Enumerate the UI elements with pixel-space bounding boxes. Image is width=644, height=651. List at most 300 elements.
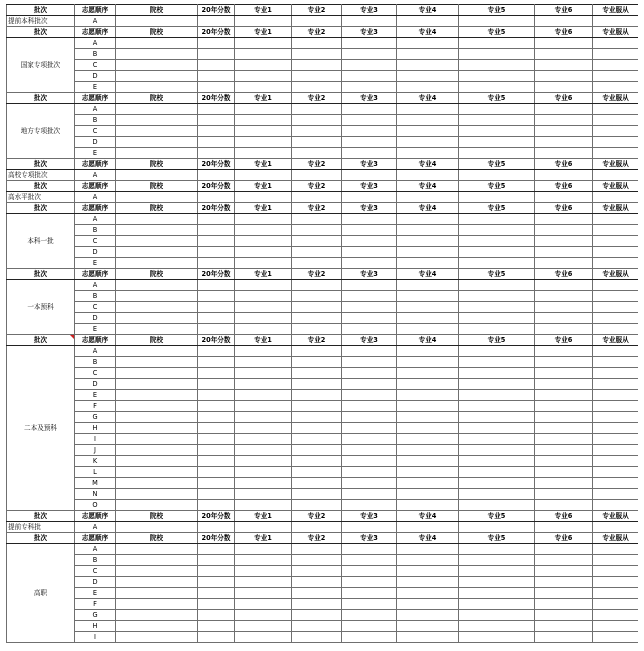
empty-cell[interactable] [116, 214, 198, 225]
empty-cell[interactable] [116, 346, 198, 357]
empty-cell[interactable] [235, 379, 292, 390]
empty-cell[interactable] [593, 104, 639, 115]
empty-cell[interactable] [342, 390, 397, 401]
empty-cell[interactable] [292, 49, 342, 60]
empty-cell[interactable] [116, 225, 198, 236]
empty-cell[interactable] [116, 522, 198, 533]
empty-cell[interactable] [593, 610, 639, 621]
empty-cell[interactable] [235, 346, 292, 357]
empty-cell[interactable] [235, 126, 292, 137]
empty-cell[interactable] [198, 577, 235, 588]
empty-cell[interactable] [535, 401, 593, 412]
empty-cell[interactable] [535, 137, 593, 148]
empty-cell[interactable] [535, 555, 593, 566]
empty-cell[interactable] [116, 555, 198, 566]
empty-cell[interactable] [292, 621, 342, 632]
empty-cell[interactable] [116, 82, 198, 93]
empty-cell[interactable] [342, 115, 397, 126]
empty-cell[interactable] [116, 544, 198, 555]
empty-cell[interactable] [292, 291, 342, 302]
empty-cell[interactable] [397, 247, 459, 258]
empty-cell[interactable] [397, 434, 459, 445]
empty-cell[interactable] [535, 423, 593, 434]
empty-cell[interactable] [593, 368, 639, 379]
empty-cell[interactable] [397, 357, 459, 368]
empty-cell[interactable] [459, 214, 535, 225]
empty-cell[interactable] [535, 368, 593, 379]
empty-cell[interactable] [459, 478, 535, 489]
empty-cell[interactable] [459, 236, 535, 247]
empty-cell[interactable] [397, 225, 459, 236]
empty-cell[interactable] [235, 544, 292, 555]
empty-cell[interactable] [593, 71, 639, 82]
empty-cell[interactable] [459, 599, 535, 610]
empty-cell[interactable] [292, 412, 342, 423]
empty-cell[interactable] [116, 478, 198, 489]
empty-cell[interactable] [459, 49, 535, 60]
empty-cell[interactable] [459, 170, 535, 181]
empty-cell[interactable] [198, 445, 235, 456]
empty-cell[interactable] [292, 632, 342, 643]
empty-cell[interactable] [116, 258, 198, 269]
empty-cell[interactable] [198, 390, 235, 401]
empty-cell[interactable] [459, 192, 535, 203]
empty-cell[interactable] [116, 236, 198, 247]
empty-cell[interactable] [342, 104, 397, 115]
empty-cell[interactable] [459, 71, 535, 82]
empty-cell[interactable] [593, 280, 639, 291]
empty-cell[interactable] [342, 357, 397, 368]
empty-cell[interactable] [198, 313, 235, 324]
empty-cell[interactable] [593, 456, 639, 467]
empty-cell[interactable] [198, 500, 235, 511]
empty-cell[interactable] [235, 390, 292, 401]
empty-cell[interactable] [292, 577, 342, 588]
empty-cell[interactable] [235, 500, 292, 511]
empty-cell[interactable] [593, 423, 639, 434]
empty-cell[interactable] [459, 467, 535, 478]
empty-cell[interactable] [593, 621, 639, 632]
empty-cell[interactable] [535, 522, 593, 533]
empty-cell[interactable] [235, 401, 292, 412]
empty-cell[interactable] [116, 632, 198, 643]
empty-cell[interactable] [593, 313, 639, 324]
empty-cell[interactable] [593, 500, 639, 511]
empty-cell[interactable] [116, 60, 198, 71]
empty-cell[interactable] [292, 467, 342, 478]
empty-cell[interactable] [342, 302, 397, 313]
empty-cell[interactable] [459, 291, 535, 302]
empty-cell[interactable] [397, 148, 459, 159]
empty-cell[interactable] [535, 544, 593, 555]
empty-cell[interactable] [292, 302, 342, 313]
empty-cell[interactable] [593, 357, 639, 368]
empty-cell[interactable] [292, 324, 342, 335]
empty-cell[interactable] [535, 192, 593, 203]
empty-cell[interactable] [235, 522, 292, 533]
empty-cell[interactable] [342, 555, 397, 566]
empty-cell[interactable] [116, 247, 198, 258]
empty-cell[interactable] [397, 555, 459, 566]
empty-cell[interactable] [116, 500, 198, 511]
empty-cell[interactable] [292, 60, 342, 71]
empty-cell[interactable] [397, 280, 459, 291]
empty-cell[interactable] [342, 588, 397, 599]
empty-cell[interactable] [342, 60, 397, 71]
empty-cell[interactable] [235, 368, 292, 379]
empty-cell[interactable] [235, 412, 292, 423]
empty-cell[interactable] [342, 500, 397, 511]
empty-cell[interactable] [198, 71, 235, 82]
empty-cell[interactable] [593, 225, 639, 236]
empty-cell[interactable] [235, 467, 292, 478]
empty-cell[interactable] [397, 16, 459, 27]
empty-cell[interactable] [292, 126, 342, 137]
empty-cell[interactable] [459, 445, 535, 456]
empty-cell[interactable] [198, 610, 235, 621]
empty-cell[interactable] [342, 445, 397, 456]
empty-cell[interactable] [292, 82, 342, 93]
empty-cell[interactable] [342, 379, 397, 390]
empty-cell[interactable] [116, 280, 198, 291]
empty-cell[interactable] [535, 49, 593, 60]
empty-cell[interactable] [593, 478, 639, 489]
empty-cell[interactable] [235, 236, 292, 247]
empty-cell[interactable] [459, 610, 535, 621]
empty-cell[interactable] [292, 357, 342, 368]
empty-cell[interactable] [459, 313, 535, 324]
empty-cell[interactable] [535, 16, 593, 27]
empty-cell[interactable] [116, 137, 198, 148]
empty-cell[interactable] [235, 577, 292, 588]
empty-cell[interactable] [342, 522, 397, 533]
empty-cell[interactable] [397, 313, 459, 324]
empty-cell[interactable] [397, 104, 459, 115]
empty-cell[interactable] [397, 588, 459, 599]
empty-cell[interactable] [593, 599, 639, 610]
empty-cell[interactable] [535, 577, 593, 588]
empty-cell[interactable] [342, 401, 397, 412]
empty-cell[interactable] [342, 610, 397, 621]
empty-cell[interactable] [342, 368, 397, 379]
empty-cell[interactable] [535, 82, 593, 93]
empty-cell[interactable] [535, 467, 593, 478]
empty-cell[interactable] [459, 247, 535, 258]
empty-cell[interactable] [397, 379, 459, 390]
empty-cell[interactable] [342, 148, 397, 159]
empty-cell[interactable] [198, 467, 235, 478]
empty-cell[interactable] [198, 489, 235, 500]
empty-cell[interactable] [593, 170, 639, 181]
empty-cell[interactable] [342, 544, 397, 555]
empty-cell[interactable] [198, 368, 235, 379]
empty-cell[interactable] [235, 214, 292, 225]
empty-cell[interactable] [198, 599, 235, 610]
empty-cell[interactable] [397, 170, 459, 181]
empty-cell[interactable] [459, 368, 535, 379]
empty-cell[interactable] [116, 115, 198, 126]
empty-cell[interactable] [593, 632, 639, 643]
empty-cell[interactable] [342, 456, 397, 467]
empty-cell[interactable] [397, 566, 459, 577]
empty-cell[interactable] [397, 390, 459, 401]
empty-cell[interactable] [535, 115, 593, 126]
empty-cell[interactable] [292, 500, 342, 511]
empty-cell[interactable] [342, 236, 397, 247]
empty-cell[interactable] [198, 104, 235, 115]
empty-cell[interactable] [292, 280, 342, 291]
empty-cell[interactable] [292, 170, 342, 181]
empty-cell[interactable] [235, 247, 292, 258]
empty-cell[interactable] [292, 566, 342, 577]
empty-cell[interactable] [292, 214, 342, 225]
empty-cell[interactable] [235, 71, 292, 82]
empty-cell[interactable] [292, 401, 342, 412]
empty-cell[interactable] [342, 126, 397, 137]
empty-cell[interactable] [116, 313, 198, 324]
empty-cell[interactable] [198, 170, 235, 181]
empty-cell[interactable] [397, 489, 459, 500]
empty-cell[interactable] [116, 302, 198, 313]
empty-cell[interactable] [593, 346, 639, 357]
empty-cell[interactable] [342, 467, 397, 478]
empty-cell[interactable] [397, 423, 459, 434]
empty-cell[interactable] [235, 357, 292, 368]
empty-cell[interactable] [397, 401, 459, 412]
empty-cell[interactable] [397, 126, 459, 137]
empty-cell[interactable] [593, 445, 639, 456]
empty-cell[interactable] [535, 313, 593, 324]
empty-cell[interactable] [535, 379, 593, 390]
empty-cell[interactable] [116, 390, 198, 401]
empty-cell[interactable] [593, 115, 639, 126]
empty-cell[interactable] [116, 588, 198, 599]
empty-cell[interactable] [292, 445, 342, 456]
empty-cell[interactable] [342, 434, 397, 445]
empty-cell[interactable] [535, 599, 593, 610]
empty-cell[interactable] [342, 247, 397, 258]
empty-cell[interactable] [535, 302, 593, 313]
empty-cell[interactable] [535, 126, 593, 137]
empty-cell[interactable] [292, 104, 342, 115]
empty-cell[interactable] [292, 71, 342, 82]
empty-cell[interactable] [235, 632, 292, 643]
empty-cell[interactable] [535, 38, 593, 49]
empty-cell[interactable] [198, 258, 235, 269]
empty-cell[interactable] [397, 632, 459, 643]
empty-cell[interactable] [116, 599, 198, 610]
empty-cell[interactable] [535, 104, 593, 115]
empty-cell[interactable] [535, 478, 593, 489]
empty-cell[interactable] [292, 38, 342, 49]
empty-cell[interactable] [198, 247, 235, 258]
empty-cell[interactable] [342, 82, 397, 93]
empty-cell[interactable] [459, 621, 535, 632]
empty-cell[interactable] [535, 291, 593, 302]
empty-cell[interactable] [116, 38, 198, 49]
empty-cell[interactable] [593, 126, 639, 137]
empty-cell[interactable] [459, 566, 535, 577]
empty-cell[interactable] [116, 467, 198, 478]
empty-cell[interactable] [292, 522, 342, 533]
empty-cell[interactable] [292, 16, 342, 27]
empty-cell[interactable] [116, 456, 198, 467]
empty-cell[interactable] [116, 148, 198, 159]
empty-cell[interactable] [198, 192, 235, 203]
empty-cell[interactable] [593, 522, 639, 533]
empty-cell[interactable] [292, 258, 342, 269]
empty-cell[interactable] [235, 192, 292, 203]
empty-cell[interactable] [116, 324, 198, 335]
empty-cell[interactable] [198, 291, 235, 302]
empty-cell[interactable] [397, 214, 459, 225]
empty-cell[interactable] [235, 566, 292, 577]
empty-cell[interactable] [459, 16, 535, 27]
empty-cell[interactable] [235, 610, 292, 621]
empty-cell[interactable] [342, 214, 397, 225]
empty-cell[interactable] [116, 71, 198, 82]
empty-cell[interactable] [198, 16, 235, 27]
empty-cell[interactable] [342, 170, 397, 181]
empty-cell[interactable] [342, 566, 397, 577]
empty-cell[interactable] [535, 170, 593, 181]
empty-cell[interactable] [459, 280, 535, 291]
empty-cell[interactable] [459, 60, 535, 71]
empty-cell[interactable] [593, 467, 639, 478]
empty-cell[interactable] [235, 115, 292, 126]
empty-cell[interactable] [235, 456, 292, 467]
empty-cell[interactable] [235, 434, 292, 445]
empty-cell[interactable] [292, 555, 342, 566]
empty-cell[interactable] [116, 423, 198, 434]
empty-cell[interactable] [235, 49, 292, 60]
empty-cell[interactable] [459, 522, 535, 533]
empty-cell[interactable] [235, 588, 292, 599]
empty-cell[interactable] [198, 632, 235, 643]
empty-cell[interactable] [198, 621, 235, 632]
empty-cell[interactable] [235, 170, 292, 181]
empty-cell[interactable] [535, 60, 593, 71]
empty-cell[interactable] [235, 445, 292, 456]
empty-cell[interactable] [535, 434, 593, 445]
empty-cell[interactable] [459, 82, 535, 93]
empty-cell[interactable] [198, 478, 235, 489]
empty-cell[interactable] [116, 489, 198, 500]
empty-cell[interactable] [235, 489, 292, 500]
empty-cell[interactable] [593, 137, 639, 148]
empty-cell[interactable] [593, 434, 639, 445]
empty-cell[interactable] [292, 368, 342, 379]
empty-cell[interactable] [593, 236, 639, 247]
empty-cell[interactable] [535, 588, 593, 599]
empty-cell[interactable] [235, 313, 292, 324]
empty-cell[interactable] [535, 346, 593, 357]
empty-cell[interactable] [342, 489, 397, 500]
empty-cell[interactable] [397, 192, 459, 203]
empty-cell[interactable] [342, 621, 397, 632]
empty-cell[interactable] [535, 610, 593, 621]
empty-cell[interactable] [593, 577, 639, 588]
empty-cell[interactable] [535, 247, 593, 258]
empty-cell[interactable] [459, 357, 535, 368]
empty-cell[interactable] [535, 632, 593, 643]
empty-cell[interactable] [235, 555, 292, 566]
empty-cell[interactable] [235, 423, 292, 434]
empty-cell[interactable] [593, 192, 639, 203]
empty-cell[interactable] [459, 148, 535, 159]
empty-cell[interactable] [593, 258, 639, 269]
empty-cell[interactable] [535, 258, 593, 269]
empty-cell[interactable] [198, 214, 235, 225]
empty-cell[interactable] [116, 357, 198, 368]
empty-cell[interactable] [235, 16, 292, 27]
empty-cell[interactable] [342, 632, 397, 643]
empty-cell[interactable] [397, 621, 459, 632]
empty-cell[interactable] [198, 346, 235, 357]
empty-cell[interactable] [593, 379, 639, 390]
empty-cell[interactable] [459, 104, 535, 115]
empty-cell[interactable] [397, 577, 459, 588]
empty-cell[interactable] [397, 599, 459, 610]
empty-cell[interactable] [292, 192, 342, 203]
empty-cell[interactable] [342, 258, 397, 269]
empty-cell[interactable] [535, 412, 593, 423]
empty-cell[interactable] [235, 621, 292, 632]
empty-cell[interactable] [116, 192, 198, 203]
empty-cell[interactable] [198, 379, 235, 390]
empty-cell[interactable] [459, 302, 535, 313]
empty-cell[interactable] [397, 456, 459, 467]
empty-cell[interactable] [397, 500, 459, 511]
empty-cell[interactable] [235, 324, 292, 335]
empty-cell[interactable] [397, 522, 459, 533]
empty-cell[interactable] [397, 478, 459, 489]
empty-cell[interactable] [235, 38, 292, 49]
empty-cell[interactable] [198, 82, 235, 93]
empty-cell[interactable] [198, 236, 235, 247]
empty-cell[interactable] [397, 291, 459, 302]
empty-cell[interactable] [342, 346, 397, 357]
empty-cell[interactable] [397, 49, 459, 60]
empty-cell[interactable] [198, 225, 235, 236]
empty-cell[interactable] [459, 390, 535, 401]
empty-cell[interactable] [292, 379, 342, 390]
empty-cell[interactable] [198, 280, 235, 291]
empty-cell[interactable] [116, 412, 198, 423]
empty-cell[interactable] [397, 544, 459, 555]
empty-cell[interactable] [342, 16, 397, 27]
empty-cell[interactable] [198, 148, 235, 159]
empty-cell[interactable] [292, 489, 342, 500]
empty-cell[interactable] [198, 588, 235, 599]
empty-cell[interactable] [535, 71, 593, 82]
empty-cell[interactable] [235, 478, 292, 489]
empty-cell[interactable] [235, 148, 292, 159]
empty-cell[interactable] [593, 16, 639, 27]
empty-cell[interactable] [342, 225, 397, 236]
empty-cell[interactable] [116, 379, 198, 390]
empty-cell[interactable] [342, 291, 397, 302]
empty-cell[interactable] [397, 445, 459, 456]
empty-cell[interactable] [459, 126, 535, 137]
empty-cell[interactable] [459, 489, 535, 500]
empty-cell[interactable] [198, 38, 235, 49]
empty-cell[interactable] [198, 555, 235, 566]
empty-cell[interactable] [292, 588, 342, 599]
empty-cell[interactable] [459, 324, 535, 335]
empty-cell[interactable] [535, 214, 593, 225]
empty-cell[interactable] [342, 412, 397, 423]
